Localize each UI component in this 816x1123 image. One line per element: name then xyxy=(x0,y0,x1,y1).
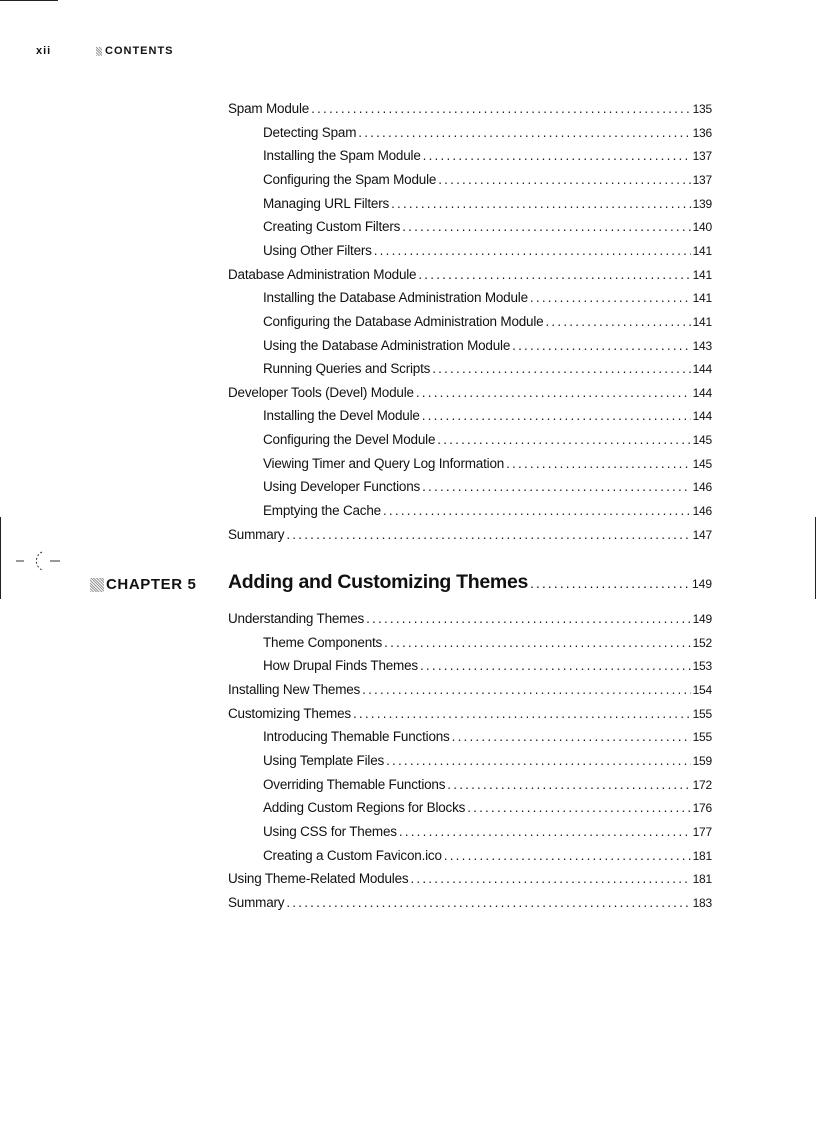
chapter-heading xyxy=(90,571,712,597)
dot-leader xyxy=(358,124,690,142)
toc-entry-title: Introducing Themable Functions xyxy=(263,729,450,745)
toc-entry-page: 136 xyxy=(692,125,712,140)
toc-entry xyxy=(263,502,712,520)
toc-entry xyxy=(228,100,712,118)
toc-entry-page: 155 xyxy=(692,706,712,721)
toc-entry xyxy=(263,289,712,307)
dot-leader xyxy=(452,728,691,746)
dot-leader xyxy=(418,266,690,284)
toc-entry-title: Installing the Spam Module xyxy=(263,148,421,164)
toc-entry-title: Creating a Custom Favicon.ico xyxy=(263,847,442,863)
toc-entry-page: 141 xyxy=(692,314,712,329)
toc-entry-page: 141 xyxy=(692,267,712,282)
toc-entry xyxy=(263,847,712,865)
toc-entry-page: 181 xyxy=(692,848,712,863)
toc-entry xyxy=(228,266,712,284)
toc-entry-title: Understanding Themes xyxy=(228,611,365,626)
toc-entry-page: 137 xyxy=(692,149,712,164)
toc-entry-page: 176 xyxy=(692,801,712,816)
toc-entry xyxy=(228,894,712,912)
toc-entry-title: Database Administration Module xyxy=(228,266,417,282)
toc-entry-page: 181 xyxy=(692,872,712,887)
toc-entry xyxy=(263,360,712,378)
toc-entry xyxy=(263,657,712,675)
toc-entry-title: Configuring the Spam Module xyxy=(263,171,437,187)
dot-leader xyxy=(432,360,690,378)
toc-entry-title: Summary xyxy=(228,526,285,542)
toc-entry-page: 172 xyxy=(692,777,712,792)
toc-entry-page: 147 xyxy=(692,527,712,542)
toc-entry-page: 140 xyxy=(692,220,712,235)
toc-entry xyxy=(263,124,712,142)
dot-leader xyxy=(422,478,690,496)
toc-entry xyxy=(263,728,712,746)
dot-leader xyxy=(366,610,690,628)
toc-entry-page: 141 xyxy=(692,291,712,306)
toc-entry-title: Developer Tools (Devel) Module xyxy=(228,384,414,400)
toc-entry-page: 155 xyxy=(692,730,712,745)
toc-entry-page: 159 xyxy=(692,753,712,768)
toc-entry-page: 137 xyxy=(692,172,712,187)
dot-leader xyxy=(384,634,690,652)
toc-entry-page: 146 xyxy=(692,480,712,495)
toc-entry xyxy=(263,195,712,213)
toc-entry-title: Using Developer Functions xyxy=(263,479,421,495)
toc-entry-page: 144 xyxy=(692,409,712,424)
toc-entry xyxy=(263,171,712,189)
toc-entry-page: 154 xyxy=(692,682,712,697)
toc-entry xyxy=(228,610,712,628)
toc-entry-page: 149 xyxy=(692,612,712,626)
toc-entry xyxy=(228,526,712,544)
dot-leader xyxy=(467,799,690,817)
toc-entry-page: 145 xyxy=(692,433,712,448)
chapter-title: Adding and Customizing Themes xyxy=(228,571,529,593)
dot-leader xyxy=(286,894,690,912)
toc-entry-title: Theme Components xyxy=(263,634,383,650)
toc-entry-title: Summary xyxy=(228,894,285,910)
toc-entry-title: Creating Custom Filters xyxy=(263,219,401,235)
dot-leader xyxy=(437,431,690,449)
toc-entry-title: Emptying the Cache xyxy=(263,503,381,519)
chapter-number: CHAPTER 5 xyxy=(106,576,197,593)
dot-leader xyxy=(545,313,690,331)
toc-entry-title: Overriding Themable Functions xyxy=(263,776,446,792)
dot-leader xyxy=(447,776,690,794)
dot-leader xyxy=(383,502,691,520)
dot-leader xyxy=(410,870,690,888)
dot-leader xyxy=(506,455,690,473)
chapter-label xyxy=(90,576,196,593)
toc-entry xyxy=(263,337,712,355)
toc-entry xyxy=(263,752,712,770)
toc-entry-title: Using Theme-Related Modules xyxy=(228,871,409,887)
toc-entry-page: 152 xyxy=(692,635,712,650)
toc-entry xyxy=(263,799,712,817)
toc-entry-title: Installing the Devel Module xyxy=(263,408,420,424)
toc-entry xyxy=(263,147,712,165)
toc-entry-title: Configuring the Database Administration Module xyxy=(263,313,544,329)
dot-leader xyxy=(362,681,690,699)
toc-entry-page: 153 xyxy=(692,659,712,674)
dot-leader xyxy=(386,752,691,770)
toc-entry-title: Using Other Filters xyxy=(263,242,372,258)
page-number: xii xyxy=(36,45,52,57)
dot-leader xyxy=(402,218,690,236)
toc-entry xyxy=(263,242,712,260)
toc-entry-title: Spam Module xyxy=(228,101,310,116)
dot-leader xyxy=(512,337,690,355)
toc-entry xyxy=(228,384,712,402)
chapter-title-line xyxy=(228,571,712,594)
toc-entry-page: 144 xyxy=(692,362,712,377)
toc-entry-title: Using CSS for Themes xyxy=(263,823,397,839)
toc-entry-page: 177 xyxy=(692,824,712,839)
toc-entry-title: Detecting Spam xyxy=(263,124,357,140)
toc-entry-page: 135 xyxy=(692,102,712,116)
toc-entry xyxy=(263,455,712,473)
toc-entry xyxy=(263,407,712,425)
toc-entry xyxy=(263,478,712,496)
toc-entry-title: How Drupal Finds Themes xyxy=(263,658,418,674)
toc-entry-page: 141 xyxy=(692,243,712,258)
toc-entry-title: Using the Database Administration Module xyxy=(263,337,511,353)
toc-entry xyxy=(263,313,712,331)
dot-leader xyxy=(374,242,691,260)
toc-entry-title: Configuring the Devel Module xyxy=(263,432,436,448)
toc-entry-page: 139 xyxy=(692,196,712,211)
dot-leader xyxy=(353,705,691,723)
dot-leader xyxy=(420,657,691,675)
dot-leader xyxy=(391,195,691,213)
toc-entry-title: Using Template Files xyxy=(263,752,385,768)
running-head-section: CONTENTS xyxy=(105,45,174,57)
toc-entry xyxy=(263,776,712,794)
dot-leader xyxy=(438,171,690,189)
dot-leader xyxy=(286,526,690,544)
toc-entry xyxy=(263,431,712,449)
toc-entry-page: 144 xyxy=(692,385,712,400)
dot-leader xyxy=(423,147,691,165)
toc-entry-title: Installing New Themes xyxy=(228,681,361,697)
chapter-page-number: 149 xyxy=(691,577,712,591)
toc-entry xyxy=(263,634,712,652)
toc-entry-page: 145 xyxy=(692,456,712,471)
toc-entry-title: Viewing Timer and Query Log Information xyxy=(263,455,505,471)
toc-entry xyxy=(228,705,712,723)
toc-entry-title: Customizing Themes xyxy=(228,705,351,721)
chapter-marker-icon xyxy=(90,578,104,592)
dot-leader xyxy=(311,100,690,118)
toc-entry-page: 183 xyxy=(692,895,712,910)
toc-entry-title: Installing the Database Administration Module xyxy=(263,290,528,306)
dot-leader xyxy=(530,289,691,307)
toc-entry-title: Managing URL Filters xyxy=(263,195,390,211)
dot-leader xyxy=(422,407,691,425)
dot-leader xyxy=(530,576,690,591)
toc-entry-title: Running Queries and Scripts xyxy=(263,361,431,377)
toc-entry-title: Adding Custom Regions for Blocks xyxy=(263,800,466,816)
dot-leader xyxy=(399,823,691,841)
toc-entry xyxy=(263,823,712,841)
toc-entry xyxy=(263,218,712,236)
toc-entry xyxy=(228,681,712,699)
toc-entry xyxy=(228,870,712,888)
dot-leader xyxy=(416,384,691,402)
toc-entry-page: 146 xyxy=(692,504,712,519)
dot-leader xyxy=(444,847,691,865)
toc-entry-page: 143 xyxy=(692,338,712,353)
